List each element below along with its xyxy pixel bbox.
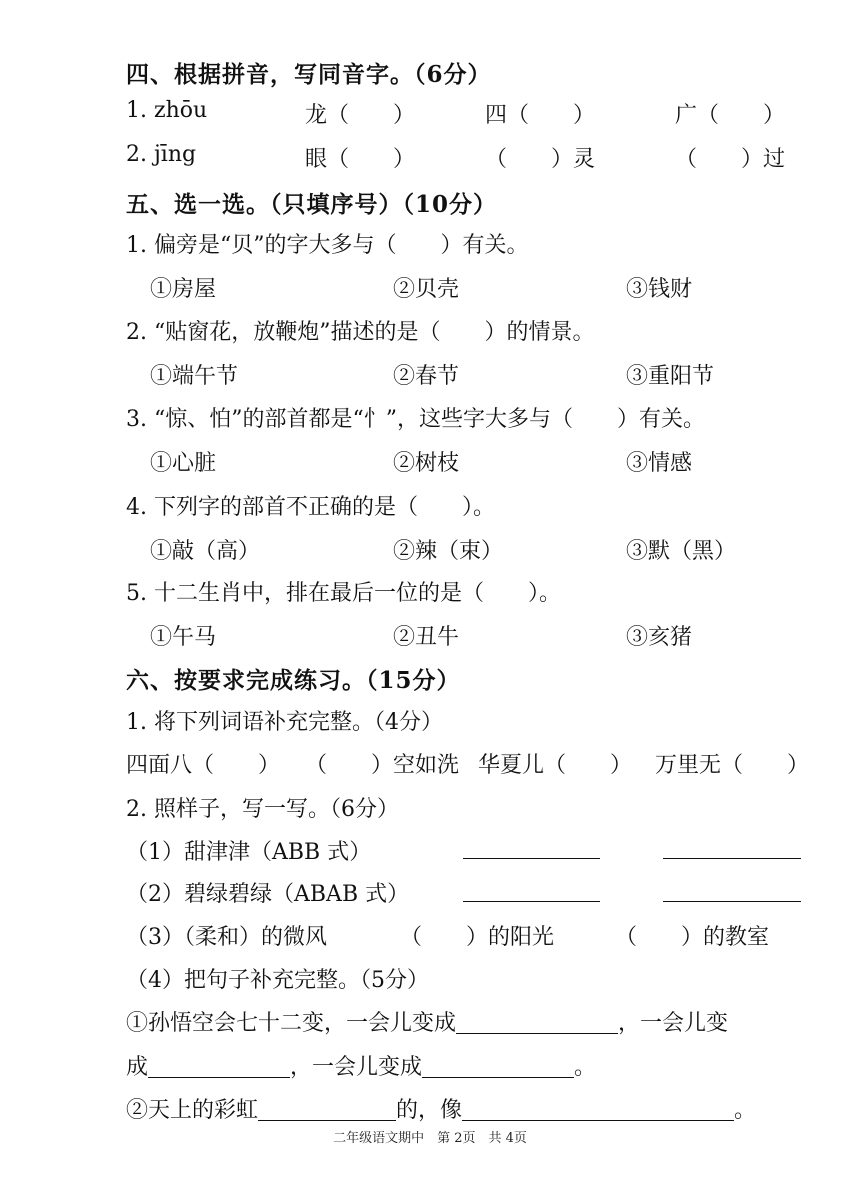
- pinyin-jing: 2. jīng: [126, 142, 197, 167]
- abb-answer-1[interactable]: [463, 858, 600, 859]
- option-1[interactable]: ①心脏: [150, 451, 217, 476]
- question-1: 1. 偏旁是“贝”的字大多与（ ）有关。: [126, 233, 529, 258]
- part-4-prompt: （4）把句子补充完整。（5分）: [126, 968, 429, 993]
- option-1[interactable]: ①敲（高）: [150, 539, 261, 564]
- abab-answer-2[interactable]: [663, 901, 801, 902]
- option-2[interactable]: ②丑牛: [393, 625, 460, 650]
- part-1-prompt: 1. 将下列词语补充完整。（4分）: [126, 710, 443, 735]
- sentence-1-text-a: ①孙悟空会七十二变，一会儿变成: [126, 1011, 457, 1036]
- sentence-1-end: 。: [574, 1055, 597, 1080]
- question-2: 2. “贴窗花，放鞭炮”描述的是（ ）的情景。: [126, 320, 595, 345]
- option-1[interactable]: ①房屋: [150, 277, 217, 302]
- sentence-2-blank-2[interactable]: [462, 1098, 734, 1121]
- sentence-2-text-b: 的，像: [396, 1098, 463, 1123]
- sentence-2-text-a: ②天上的彩虹: [126, 1098, 259, 1123]
- option-2[interactable]: ②树枝: [393, 451, 460, 476]
- option-3[interactable]: ③钱财: [626, 277, 693, 302]
- option-3[interactable]: ③默（黑）: [626, 539, 737, 564]
- idiom-3[interactable]: 华夏儿（ ）: [478, 753, 633, 778]
- q1-blank-a[interactable]: 龙（ ）: [305, 103, 416, 128]
- sentence-1-line-1: [126, 1006, 728, 1037]
- phrase-blank-classroom[interactable]: （ ）的教室: [615, 925, 770, 950]
- question-4: 4. 下列字的部首不正确的是（ ）。: [126, 495, 495, 520]
- option-1[interactable]: ①午马: [150, 625, 217, 650]
- idiom-4[interactable]: 万里无（ ）: [655, 753, 810, 778]
- option-3[interactable]: ③亥猪: [626, 625, 693, 650]
- sentence-1-line-2: [126, 1050, 596, 1081]
- section-4-title: 四、根据拼音，写同音字。（6分）: [126, 61, 492, 88]
- page-footer: 二年级语文期中 第 2页 共 4页: [333, 1131, 527, 1146]
- sentence-1-blank-2[interactable]: [148, 1055, 290, 1078]
- q2-blank-b[interactable]: （ ）灵: [485, 147, 596, 172]
- abb-prompt: （1）甜津津（ABB 式）: [126, 840, 372, 865]
- sentence-1-text-b: ，一会儿变: [618, 1011, 729, 1036]
- option-2[interactable]: ②辣（束）: [393, 539, 504, 564]
- option-3[interactable]: ③重阳节: [626, 364, 715, 389]
- sentence-1-blank-3[interactable]: [422, 1055, 574, 1078]
- abab-answer-1[interactable]: [463, 901, 600, 902]
- question-3: 3. “惊、怕”的部首都是“忄”，这些字大多与（ ）有关。: [126, 407, 705, 432]
- section-6-title: 六、按要求完成练习。（15分）: [126, 667, 461, 694]
- q2-blank-c[interactable]: （ ）过: [675, 147, 786, 172]
- option-3[interactable]: ③情感: [626, 451, 693, 476]
- abb-answer-2[interactable]: [663, 858, 801, 859]
- q1-blank-c[interactable]: 广（ ）: [675, 103, 786, 128]
- pinyin-zhou: 1. zhōu: [126, 98, 208, 123]
- option-2[interactable]: ②春节: [393, 364, 460, 389]
- option-1[interactable]: ①端午节: [150, 364, 239, 389]
- sentence-2-blank-1[interactable]: [258, 1098, 396, 1121]
- question-5: 5. 十二生肖中，排在最后一位的是（ ）。: [126, 581, 561, 606]
- sentence-1-text-c: 成: [126, 1055, 149, 1080]
- q1-blank-b[interactable]: 四（ ）: [485, 103, 596, 128]
- sentence-2-end: 。: [734, 1098, 757, 1123]
- abab-prompt: （2）碧绿碧绿（ABAB 式）: [126, 882, 410, 907]
- phrase-blank-sunlight[interactable]: （ ）的阳光: [400, 925, 555, 950]
- q2-blank-a[interactable]: 眼（ ）: [305, 147, 416, 172]
- sentence-1-blank-1[interactable]: [456, 1011, 618, 1034]
- idiom-2[interactable]: （ ）空如洗: [305, 753, 460, 778]
- sentence-2-line: [126, 1093, 756, 1124]
- phrase-example: （3）（柔和）的微风: [126, 925, 327, 950]
- option-2[interactable]: ②贝壳: [393, 277, 460, 302]
- idiom-1[interactable]: 四面八（ ）: [126, 753, 281, 778]
- sentence-1-text-d: ，一会儿变成: [290, 1055, 423, 1080]
- section-5-title: 五、选一选。（只填序号）（10分）: [126, 191, 498, 218]
- part-2-prompt: 2. 照样子，写一写。（6分）: [126, 797, 399, 822]
